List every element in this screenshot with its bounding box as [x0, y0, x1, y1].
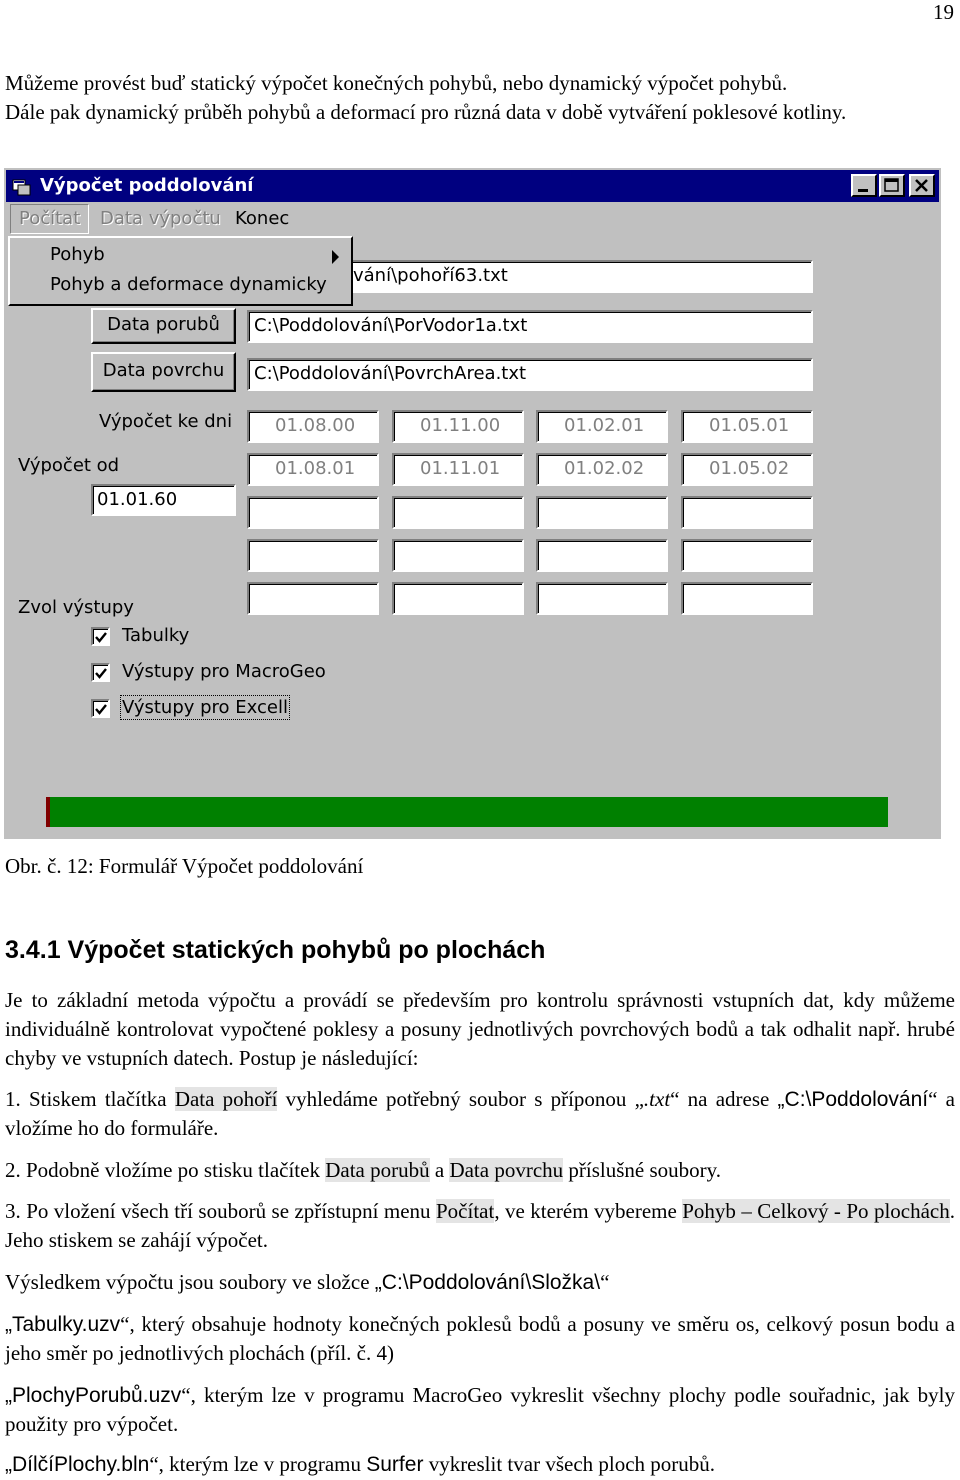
section-heading: 3.4.1 Výpočet statických pohybů po plochách [5, 936, 546, 964]
progress-fill [46, 797, 888, 827]
file-dilci-plochy [5, 1450, 955, 1479]
path-pohori-text: vání\pohoří63.txt [353, 265, 508, 286]
result-path: „C:\Poddolování\Složka\ [374, 1271, 601, 1294]
close-icon [911, 176, 933, 195]
file-tabulky-text: “, který obsahuje hodnoty konečných poklesů bodů a posuny ve směru os, celkový posun bodu a jeho směr po jednotlivých plochách (příl. č. 4) [5, 1312, 955, 1365]
page-number: 19 [933, 0, 954, 24]
maximize-icon [881, 176, 903, 195]
checkbox-tabulky[interactable] [91, 627, 110, 646]
menu-item-pohyb[interactable]: Pohyb [50, 244, 105, 265]
maximize-button[interactable] [879, 174, 905, 197]
file-tabulky [5, 1310, 955, 1368]
checkbox-excell[interactable] [91, 699, 110, 718]
step-2-text-c: příslušné soubory. [563, 1158, 722, 1182]
date-r4-c3[interactable] [536, 539, 668, 572]
path-field-povrchu[interactable]: C:\Poddolování\PovrchArea.txt [247, 358, 813, 391]
step-3-text-b: , ve kterém vybereme [494, 1199, 683, 1223]
checkbox-label-tabulky: Tabulky [122, 625, 190, 646]
date-r5-c2[interactable] [392, 582, 524, 615]
date-r2-c2[interactable]: 01.11.01 [392, 453, 524, 486]
date-r3-c2[interactable] [392, 496, 524, 529]
intro-paragraph [5, 69, 955, 127]
checkmark-icon [94, 702, 108, 716]
minimize-button[interactable] [851, 174, 877, 197]
menu-konec[interactable]: Konec [235, 208, 290, 229]
file-dilci-plochy-text-b: vykreslit tvar všech ploch porubů. [423, 1452, 716, 1476]
window-title: Výpočet poddolování [40, 175, 254, 196]
file-plochy-porubu-name: „PlochyPorubů.uzv [5, 1384, 182, 1407]
date-r3-c3[interactable] [536, 496, 668, 529]
date-r1-c4[interactable]: 01.05.01 [681, 410, 813, 443]
figure-caption: Obr. č. 12: Formulář Výpočet poddolování [5, 854, 364, 878]
path-field-porubu[interactable]: C:\Poddolování\PorVodor1a.txt [247, 310, 813, 343]
step-1-text-d: “ a vložíme ho do formuláře. [5, 1087, 955, 1140]
checkbox-label-excell: Výstupy pro Excell [122, 697, 288, 718]
date-r3-c4[interactable] [681, 496, 813, 529]
date-r3-c1[interactable] [247, 496, 379, 529]
title-bar [6, 170, 939, 202]
menu-data-vypoctu[interactable]: Data výpočtu [100, 208, 221, 229]
submenu-arrow-icon [332, 250, 339, 264]
step-3-text-a: 3. Po vložení všech tří souborů se zpřístupní menu [5, 1199, 436, 1223]
date-r4-c4[interactable] [681, 539, 813, 572]
step-3-selection-ref: Pohyb – Celkový - Po plochách [682, 1199, 950, 1223]
step-2-button-ref-1: Data porubů [325, 1158, 430, 1182]
date-r5-c4[interactable] [681, 582, 813, 615]
intro-line-1: Můžeme provést buď statický výpočet konečných pohybů, nebo dynamický výpočet pohybů. [5, 71, 788, 95]
date-r5-c3[interactable] [536, 582, 668, 615]
menu-dropdown [8, 236, 353, 306]
date-r4-c2[interactable] [392, 539, 524, 572]
step-2-text-a: 2. Podobně vložíme po stisku tlačítek [5, 1158, 326, 1182]
checkbox-macrogeo[interactable] [91, 663, 110, 682]
program-surfer: Surfer [366, 1453, 424, 1476]
close-button[interactable] [909, 174, 935, 197]
date-r1-c3[interactable]: 01.02.01 [536, 410, 668, 443]
body-paragraph-1: Je to základní metoda výpočtu a provádí se především pro kontrolu správnosti vstupních dat, kdy můžeme individuálně kontrolovat vypočtené poklesy a posuny jednotlivých povrchových bodů a tak odhalit např. hrubé chyby ve vstupních datech. Postup je následující: [5, 988, 955, 1070]
file-dilci-plochy-text-a: “, kterým lze v programu [149, 1452, 367, 1476]
minimize-icon [853, 176, 875, 195]
date-r2-c1[interactable]: 01.08.01 [247, 453, 379, 486]
vypocet-od-input[interactable]: 01.01.60 [91, 484, 236, 516]
data-porubu-button[interactable]: Data porubů [91, 308, 236, 344]
app-icon [12, 177, 32, 197]
step-1-text-a: 1. Stiskem tlačítka [5, 1087, 175, 1111]
file-plochy-porubu [5, 1381, 955, 1439]
step-1-text-c: “ na adrese [670, 1087, 778, 1111]
intro-line-2: Dále pak dynamický průběh pohybů a deformací pro různá data v době vytváření poklesové kotliny. [5, 100, 847, 124]
date-r4-c1[interactable] [247, 539, 379, 572]
date-r2-c4[interactable]: 01.05.02 [681, 453, 813, 486]
step-2-button-ref-2: Data povrchu [449, 1158, 564, 1182]
date-r2-c3[interactable]: 01.02.02 [536, 453, 668, 486]
step-1 [5, 1085, 955, 1143]
data-povrchu-button[interactable]: Data povrchu [91, 352, 236, 392]
file-tabulky-name: „Tabulky.uzv [5, 1313, 121, 1336]
file-plochy-porubu-text: “, kterým lze v programu MacroGeo vykreslit všechny plochy podle souřadnic, jak byly použity pro výpočet. [5, 1383, 955, 1436]
step-3-text-c: . Jeho stiskem se zahájí výpočet. [5, 1199, 955, 1252]
step-1-path: „C:\Poddolování [777, 1088, 929, 1111]
step-3-menu-ref: Počítat [435, 1199, 495, 1223]
app-window [4, 168, 941, 839]
step-2 [5, 1156, 955, 1185]
label-vypocet-ke-dni: Výpočet ke dni [99, 411, 233, 432]
step-2-text-b: a [429, 1158, 450, 1182]
result-text-b: “ [600, 1270, 610, 1294]
menu-item-pohyb-deformace[interactable]: Pohyb a deformace dynamicky [50, 274, 327, 295]
step-1-button-ref: Data pohoří [174, 1087, 278, 1111]
result-text-a: Výsledkem výpočtu jsou soubory ve složce [5, 1270, 375, 1294]
date-r5-c1[interactable] [247, 582, 379, 615]
date-r1-c2[interactable]: 01.11.00 [392, 410, 524, 443]
step-1-extension: .txt [643, 1087, 671, 1111]
result-paragraph [5, 1268, 955, 1297]
menu-bar [6, 204, 939, 236]
checkbox-label-macrogeo: Výstupy pro MacroGeo [122, 661, 326, 682]
file-dilci-plochy-name: „DílčíPlochy.bln [5, 1453, 150, 1476]
checkmark-icon [94, 666, 108, 680]
progress-edge [46, 797, 50, 827]
progress-bar [46, 797, 888, 827]
label-vypocet-od: Výpočet od [18, 455, 120, 476]
step-1-text-b: vyhledáme potřebný soubor s příponou „ [277, 1087, 644, 1111]
menu-pocitat[interactable]: Počítat [10, 204, 89, 234]
label-zvol-vystupy: Zvol výstupy [18, 597, 134, 618]
date-r1-c1[interactable]: 01.08.00 [247, 410, 379, 443]
checkmark-icon [94, 630, 108, 644]
step-3 [5, 1197, 955, 1255]
